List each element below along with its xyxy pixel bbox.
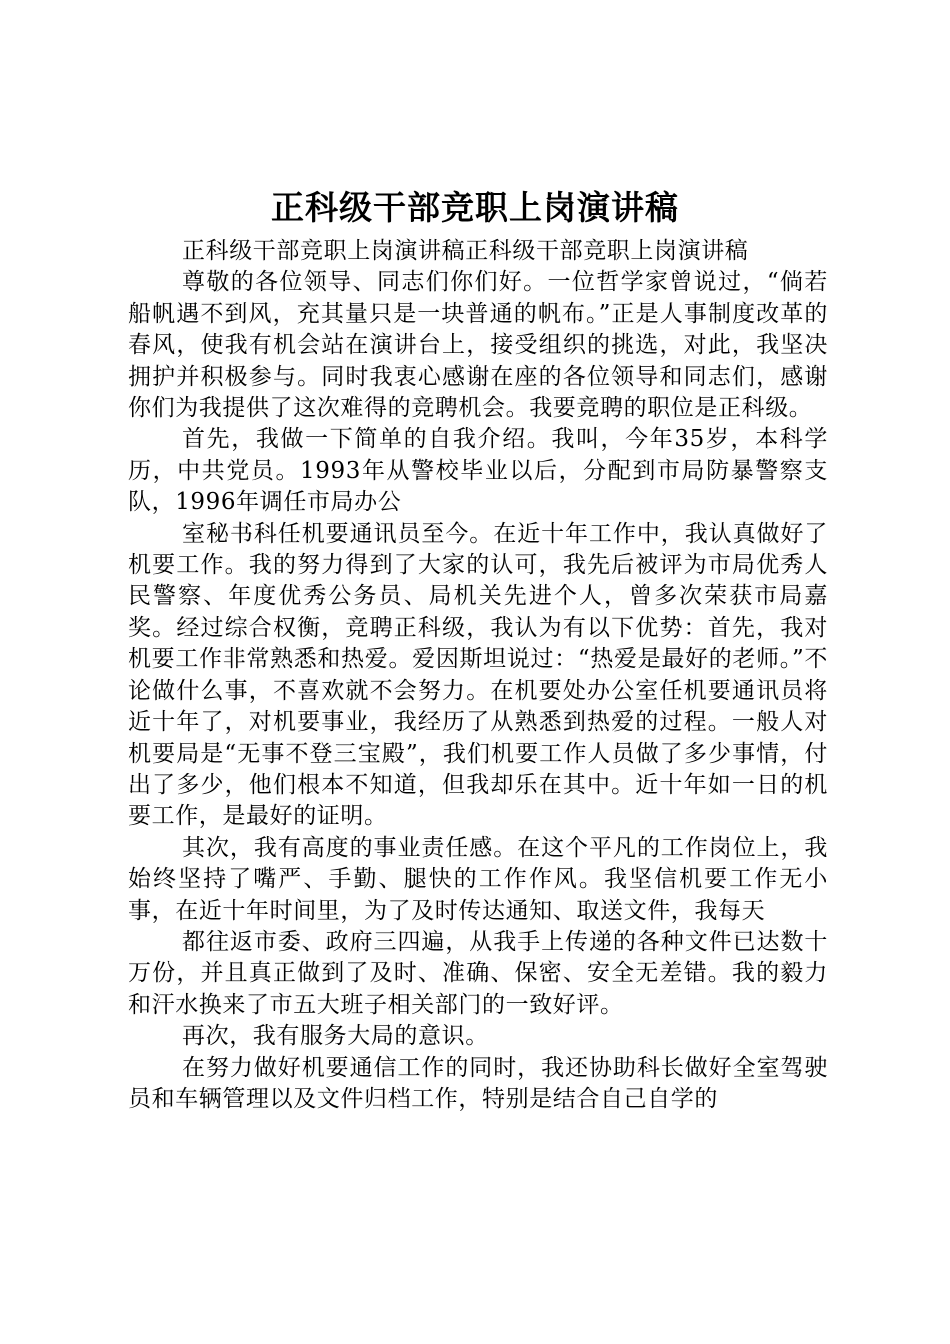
paragraph-service: 再次，我有服务大局的意识。 [182,1023,489,1050]
paragraph-greeting: 尊敬的各位领导、同志们你们好。一位哲学家曾说过，“倘若船帆遇不到风，充其量只是一块普通的帆布。”正是人事制度改革的春风，使我有机会站在演讲台上，接受组织的挑选，对此，我坚决拥护并积极参与。同时我衷心感谢在座的各位领导和同志们，感谢你们为我提供了这次难得的竞聘机会。我要竞聘的职位是正科级。 [128,269,828,422]
paragraph-diligence: 都往返市委、政府三四遍，从我手上传递的各种文件已达数十万份，并且真正做到了及时、准确、保密、安全无差错。我的毅力和汗水换来了市五大班子相关部门的一致好评。 [128,928,828,1018]
document-body [128,236,828,1115]
paragraph-advantages: 室秘书科任机要通讯员至今。在近十年工作中，我认真做好了机要工作。我的努力得到了大家的认可，我先后被评为市局优秀人民警察、年度优秀公务员、局机关先进个人，曾多次荣获市局嘉奖。经过综合权衡，竞聘正科级，我认为有以下优势：首先，我对机要工作非常熟悉和热爱。爱因斯坦说过：“热爱是最好的老师。”不论做什么事，不喜欢就不会努力。在机要处办公室任机要通讯员将近十年了，对机要事业，我经历了从熟悉到热爱的过程。一般人对机要局是“无事不登三宝殿”，我们机要工作人员做了多少事情，付出了多少，他们根本不知道，但我却乐在其中。近十年如一日的机要工作，是最好的证明。 [128,520,828,830]
paragraph-management: 在努力做好机要通信工作的同时，我还协助科长做好全室驾驶员和车辆管理以及文件归档工作，特别是结合自己自学的 [128,1054,828,1112]
paragraph-subtitle: 正科级干部竞职上岗演讲稿正科级干部竞职上岗演讲稿 [182,238,749,264]
paragraph-self-intro: 首先，我做一下简单的自我介绍。我叫，今年35岁，本科学历，中共党员。1993年从警校毕业以后，分配到市局防暴警察支队，1996年调任市局办公 [128,426,828,516]
paragraph-responsibility: 其次，我有高度的事业责任感。在这个平凡的工作岗位上，我始终坚持了嘴严、手勤、腿快的工作作风。我坚信机要工作无小事，在近十年时间里，为了及时传达通知、取送文件，我每天 [128,834,828,924]
document-title: 正科级干部竞职上岗演讲稿 [271,188,679,227]
